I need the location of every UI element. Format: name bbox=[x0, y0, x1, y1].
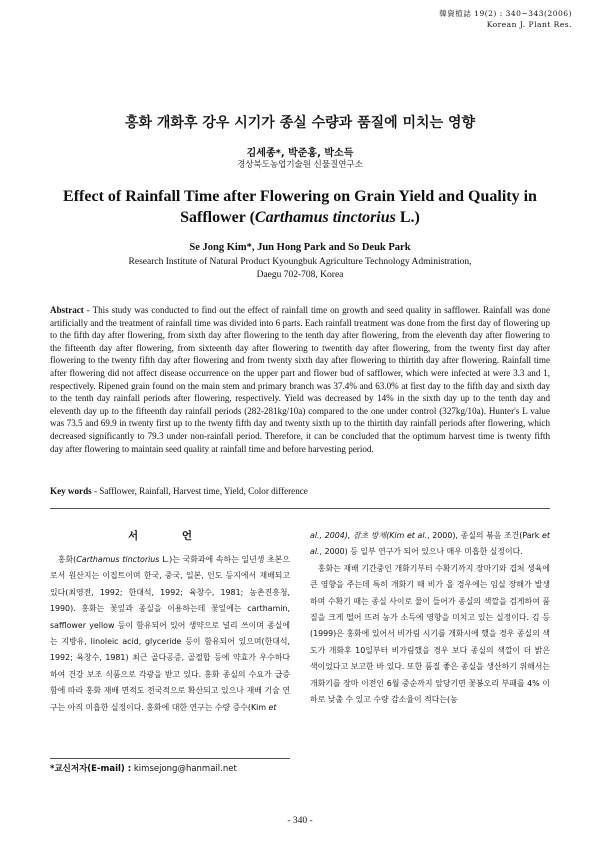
abstract-text: - This study was conducted to find out the effect of rainfall time on growth and seed quality in safflower. Rainfall was done artificially and the treatment of rainfall time was divided into 6 parts. Each rainfall treatment was done from the first day of flowering up to the fifth day after flowering, from sixth day after flowering to the tenth day after flowering, from the eleventh day after flowering to the fifteenth day after flowering, from sixteenth day after flowering to twentith day after flowering, from the twenty first day after flowering to the twenty fifth day after flowering and from twenty sixth day after flowering to thirtith day after flowering. Rainfall time after flowering did not affect disease occurrence on the upper part and flower bud of safflower, which were infected at were 3.3 and 1, respectively. Ripened grain found on the main stem and primary branch was 37.4% and 63.0% at first day to the fifth day and sixth day to the tenth day rainfall periods after flowering, respectively. Yield was decreased by 14% in the sixth day up to the tenth day and eleventh day up to the fifteenth day rainfall periods (282-281kg/10a) compared to the one under control (327kg/10a). Hunter's L value was 73.5 and 69.9 in twenty first up to the twenty fifth day and twenty sixth up to the thirtith day rainfall periods after flowering, which decreased significantly to 79.3 under non-rainfall period. Therefore, it can be concluded that the optimum harvest time is twenty fifth day after flowering to maintain seed quality at rainfall time and before harvesting period. bbox=[50, 305, 550, 454]
page-number: - 340 - bbox=[287, 816, 313, 826]
abstract-label: Abstract bbox=[50, 305, 84, 315]
journal-header-line1: 韓資植誌 19(2) : 340~343(2006) bbox=[439, 9, 572, 18]
english-affiliation-line1: Research Institute of Natural Product Kyoungbuk Agriculture Technology Administration, bbox=[128, 257, 472, 267]
english-affiliation bbox=[60, 256, 540, 282]
intro-cont-c: , 2000), 종실의 볶음 조건(Park bbox=[427, 531, 543, 540]
abstract bbox=[50, 304, 550, 455]
section-heading-introduction: 서 언 bbox=[128, 530, 212, 542]
intro-cont-d: et al. bbox=[310, 531, 550, 557]
section-divider bbox=[50, 508, 550, 509]
intro-paragraph-2: 홍화는 재배 기간중인 개화기부터 수확기까지 장마기와 겹쳐 생육에 큰 영향을 주는데 특히 개화기 때 비가 올 경우에는 임실 장해가 발생하며 수확기 때는 종실 사이로 물이 들어가 종실의 색깔을 검게하여 품질을 크게 떨어 뜨려 농가 소득에 영향을 미치고 있는 실정이다. 김 등(1999)은 홍화에 있어서 비가림 시기를 개화시에 했을 경우 종실의 색도가 개화후 10일부터 비가림했을 경우 보다 종실의 색깔이 더 밝은 색이었다고 보고한 바 있다. 또한 품질 좋은 종실을 생산하기 위해서는 개화기를 장마 이전인 6월 중순까지 앞당기면 꽃봉오리 부패를 4% 이하로 낮출 수 있고 수량 감소율이 적다는(농 bbox=[310, 563, 550, 705]
english-title-part2: L.) bbox=[395, 209, 420, 226]
english-title-part1: Effect of Rainfall Time after Flowering on Grain Yield and Quality in Safflower ( bbox=[63, 188, 537, 226]
korean-authors: 김세종*, 박준홍, 박소득 bbox=[246, 148, 354, 159]
left-column bbox=[50, 552, 290, 716]
intro-paragraph-1-cont bbox=[310, 528, 550, 561]
footnote-email: kimsejong@hanmail.net bbox=[131, 764, 237, 774]
english-affiliation-line2: Daegu 702-708, Korea bbox=[256, 270, 344, 280]
footnote bbox=[50, 762, 237, 774]
intro-text-b: L.)는 국화과에 속하는 일년생 초본으로서 원산지는 이집트이며 한국, 중국, 일본, 인도 등지에서 재배되고 있다(최영전, 1992; 한대석, 1992; 육창수, 1981; 농촌진흥청, 1990). 홍화는 꽃잎과 종실을 이용하는데 꽃잎에는 carthamin, safflower yellow 등이 함유되어 있어 생약으로 널리 쓰이며 종실에는 지방유, linoleic acid, glyceride 등이 함유되어 있으며(한대석, 1992; 육창수, 1981) 최근 골다공증, 골절합 등에 약효가 우수하다 하여 건강 보조 식품으로 각광을 받고 있다. 홍화 종실의 수요가 급증함에 따라 홍화 재배 면적도 전국적으로 확산되고 있으나 재배 기술 연구는 아직 미흡한 실정이다. 홍화에 대한 연구는 수량 증수(Kim bbox=[50, 555, 291, 712]
intro-cont-e: , 2000) 등 일부 연구가 되어 있으나 매우 미흡한 실정이다. bbox=[319, 547, 523, 557]
english-authors: Se Jong Kim*, Jun Hong Park and So Deuk Park bbox=[189, 242, 411, 253]
intro-species: Carthamus tinctorius bbox=[76, 555, 160, 564]
keywords-label: Key words bbox=[50, 486, 92, 496]
intro-cont-b: et al. bbox=[406, 531, 428, 540]
footnote-label: *교신저자(E-mail) : bbox=[50, 764, 132, 774]
journal-header-line2: Korean J. Plant Res. bbox=[486, 20, 572, 29]
english-title-species: Carthamus tinctorius bbox=[254, 209, 396, 226]
footnote-divider bbox=[50, 758, 290, 759]
korean-title: 홍화 개화후 강우 시기가 종실 수량과 품질에 미치는 영향 bbox=[124, 115, 476, 131]
intro-text-a: 홍화( bbox=[57, 555, 77, 564]
intro-cont-a: al., 2004), 잡초 방제(Kim bbox=[310, 531, 407, 540]
right-column bbox=[310, 528, 550, 708]
journal-header bbox=[439, 8, 572, 30]
keywords bbox=[50, 486, 550, 496]
intro-paragraph-1: 홍화(Carthamus tinctorius L.)는 국화과에 속하는 일년생 초본으로서 원산지는 이집트이며 한국, 중국, 일본, 인도 등지에서 재배되고 있다(최영전, 1992; 한대석, 1992; 육창수, 1981; 농촌진흥청, 1990). 홍화는 꽃잎과 종실을 이용하는데 꽃잎에는 carthamin, safflower yellow 등이 함유되어 있어 생약으로 널리 쓰이며 종실에는 지방유, linoleic acid, glyceride 등이 함유되어 있으며(한대석, 1992; 육창수, 1981) 최근 골다공증, 골절합 등에 약효가 우수하다 하여 건강 보조 식품으로 각광을 받고 있다. 홍화 종실의 수요가 급증함에 따라 홍화 재배 면적도 전국적으로 확산되고 있으나 재배 기술 연구는 아직 미흡한 실정이다. 홍화에 대한 연구는 수량 증수(Kim et bbox=[50, 555, 291, 712]
keywords-text: - Safflower, Rainfall, Harvest time, Yield, Color difference bbox=[91, 486, 308, 496]
korean-affiliation: 경상북도농업기술원 신물질연구소 bbox=[237, 160, 363, 170]
english-title bbox=[40, 186, 560, 228]
